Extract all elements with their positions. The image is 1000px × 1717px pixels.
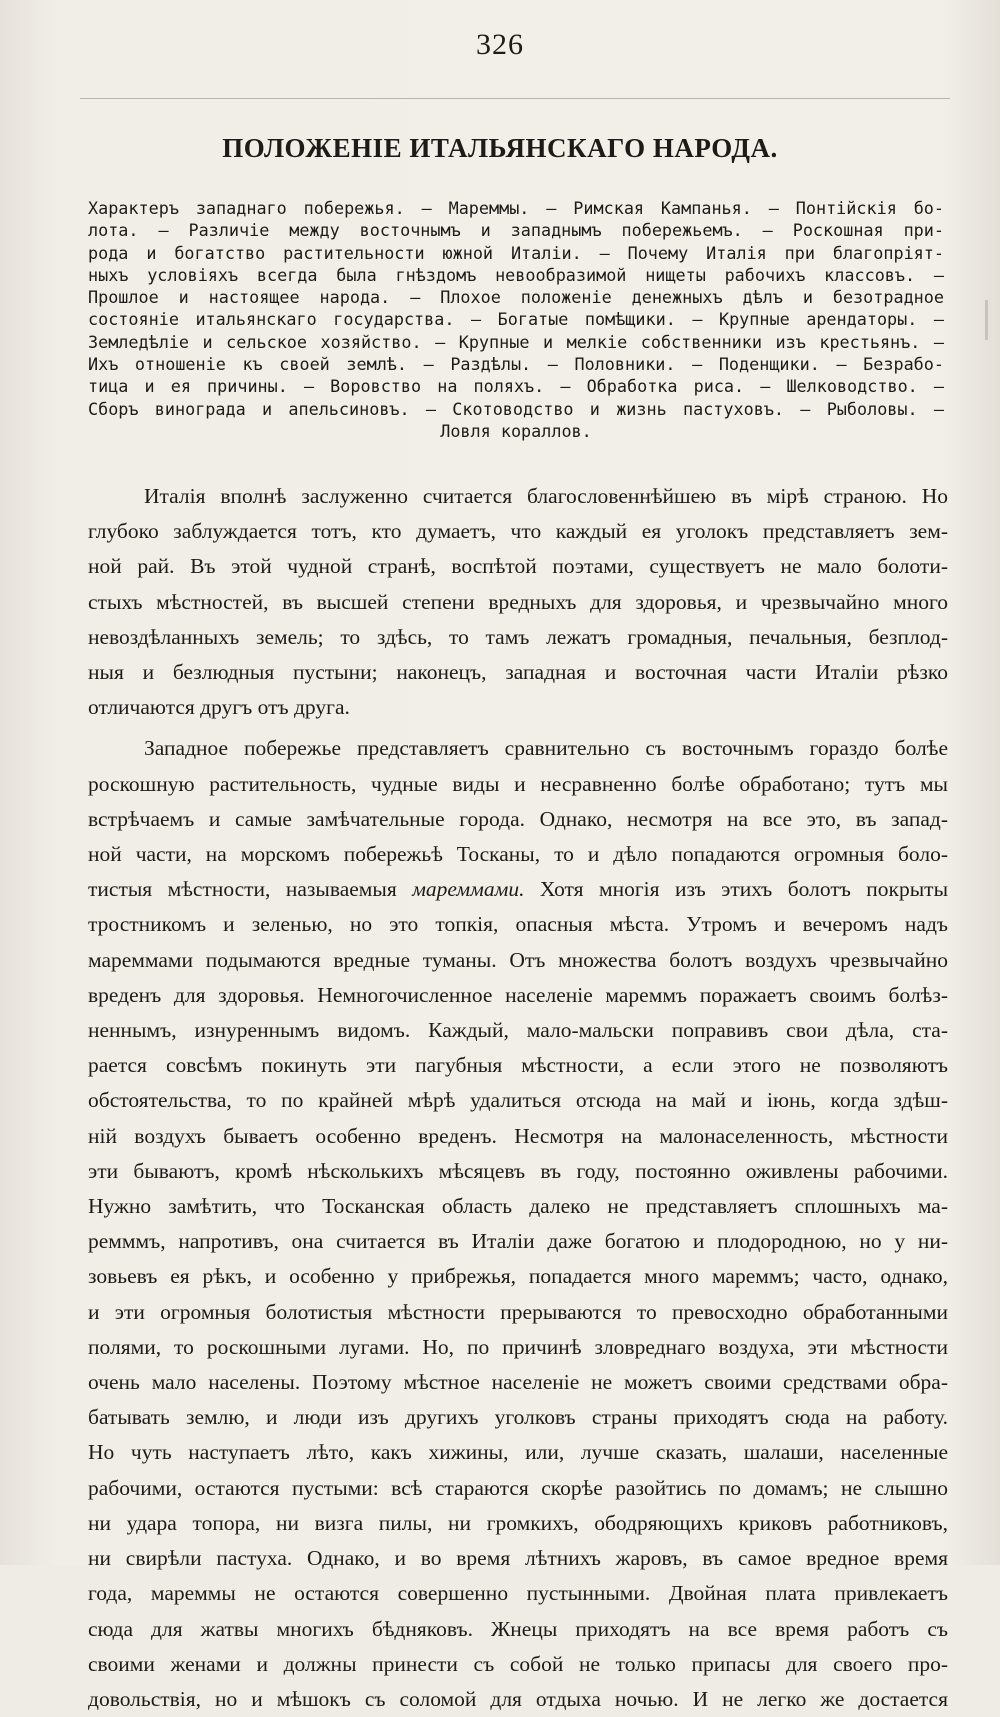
summary-line: Характеръ западнаго побережья. — Мареммы. — Римская Кампанья. — Понтійскія бо-	[88, 198, 944, 218]
summary-line: Ихъ отношеніе къ своей землѣ. — Раздѣлы. — Половники. — Поденщики. — Безрабо-	[88, 354, 944, 375]
summary-line: Ловля кораллов.	[440, 420, 592, 441]
article-title: ПОЛОЖЕНІЕ ИТАЛЬЯНСКАГО НАРОДА.	[222, 133, 778, 163]
text-line: мареммами подымаются вредные туманы. Отъ множества болотъ воздухъ чрезвычайно	[88, 947, 948, 972]
text-line: отличаются другъ отъ друга.	[88, 695, 350, 720]
text-line: эти бываютъ, кромѣ нѣсколькихъ мѣсяцевъ въ году, постоянно оживлены рабочими.	[88, 1158, 948, 1183]
summary-line: Прошлое и настоящее народа. — Плохое положеніе денежныхъ дѣлъ и безотрадное	[88, 287, 944, 308]
text-line: невоздѣланныхъ земель; то здѣсь, то тамъ лежатъ громадныя, печальныя, безплод-	[88, 624, 948, 649]
text-line: ной рай. Въ этой чудной странѣ, воспѣтой поэтами, существуетъ не мало болоти-	[88, 554, 948, 579]
text-line-with-emphasis	[88, 872, 948, 907]
summary-line: Земледѣліе и сельское хозяйство. — Крупные и мелкіе собственники изъ крестьянъ. —	[88, 331, 944, 352]
text-line: сюда для жатвы многихъ бѣдняковъ. Жнецы приходятъ на все время работъ съ	[88, 1616, 948, 1641]
text-line: и эти огромныя болотистыя мѣстности прерываются то превосходно обработанными	[88, 1299, 948, 1324]
page-number: 326	[476, 28, 524, 61]
summary-line: Сборъ винограда и апельсиновъ. — Скотоводство и жизнь пастуховъ. — Рыболовы. —	[88, 398, 944, 419]
text-line: неннымъ, изнуреннымъ видомъ. Каждый, мало-мальски поправивъ свои дѣла, ста-	[88, 1018, 948, 1043]
text-line: глубоко заблуждается тотъ, кто думаетъ, что каждый ея уголокъ представляетъ зем-	[88, 519, 948, 544]
body-text	[88, 479, 948, 1717]
paragraph-1	[88, 479, 948, 725]
text-line: ни свирѣли пастуха. Однако, и во время лѣтнихъ жаровъ, въ самое вредное время	[88, 1546, 948, 1571]
text-line: года, мареммы не остаются совершенно пустынными. Двойная плата привлекаетъ	[88, 1581, 948, 1606]
text-fragment: Хотя многія изъ этихъ болотъ покрыты	[539, 877, 948, 902]
text-line: ремммъ, напротивъ, она считается въ Италіи даже богатою и плодородною, но у ни-	[88, 1229, 948, 1254]
paragraph-2	[88, 731, 948, 1717]
summary-line: рода и богатство растительности южной Италіи. — Почему Италія при благопріят-	[88, 242, 944, 263]
header-rule	[80, 98, 950, 99]
text-line: рается совсѣмъ покинуть эти пагубныя мѣстности, а если этого не позволяютъ	[88, 1053, 948, 1078]
text-line: Но чуть наступаетъ лѣто, какъ хижины, или, лучше сказать, шалаши, населенные	[88, 1440, 948, 1465]
text-line: ныя и безлюдныя пустыни; наконецъ, западная и восточная части Италіи рѣзко	[88, 660, 948, 685]
text-line: рабочими, остаются пустыми: всѣ стараются скорѣе разойтись по домамъ; не слышно	[88, 1475, 948, 1500]
text-line: стыхъ мѣстностей, въ высшей степени вредныхъ для здоровья, и чрезвычайно много	[88, 589, 948, 614]
summary-line: лота. — Различіе между восточнымъ и западнымъ побережьемъ. — Роскошная при-	[88, 220, 944, 241]
text-line: встрѣчаемъ и самые замѣчательные города. Однако, несмотря на все это, въ запад-	[88, 806, 948, 831]
text-line: ной части, на морскомъ побережьѣ Тосканы, то и дѣло попадаются огромныя боло-	[88, 842, 948, 867]
text-line: вреденъ для здоровья. Немногочисленное населеніе мареммъ поражаетъ своимъ болѣз-	[88, 982, 948, 1007]
text-line: очень мало населены. Поэтому мѣстное населеніе не можетъ своими средствами обра-	[88, 1370, 948, 1395]
text-line: тростникомъ и зеленью, но это топкія, опасныя мѣста. Утромъ и вечеромъ надъ	[88, 912, 948, 937]
text-line: Западное побережье представляетъ сравнительно съ восточнымъ гораздо болѣе	[144, 736, 948, 761]
text-line: довольствія, но и мѣшокъ съ соломой для отдыха ночью. И не легко же достается	[88, 1686, 948, 1711]
emphasized-term: мареммами.	[412, 877, 525, 902]
text-line: ній воздухъ бываетъ особенно вреденъ. Несмотря на малонаселенность, мѣстности	[88, 1123, 948, 1148]
chapter-summary	[88, 197, 944, 442]
text-line: Италія вполнѣ заслуженно считается благословеннѣйшею въ мірѣ страною. Но	[144, 484, 948, 508]
text-line: Нужно замѣтить, что Тосканская область далеко не представляетъ сплошныхъ ма-	[88, 1194, 948, 1219]
text-line: батывать землю, и люди изъ другихъ уголковъ страны приходятъ сюда на работу.	[88, 1405, 948, 1430]
text-line: своими женами и должны принести съ собой не только припасы для своего про-	[88, 1651, 948, 1676]
text-fragment: тистыя мѣстности, называемыя	[88, 877, 397, 902]
text-line: полями, то роскошными лугами. Но, по причинѣ зловреднаго воздуха, эти мѣстности	[88, 1334, 948, 1359]
text-line: обстоятельства, то по крайней мѣрѣ удалиться отсюда на май и іюнь, когда здѣш-	[88, 1088, 948, 1113]
text-line: ни удара топора, ни визга пилы, ни громкихъ, ободряющихъ криковъ работниковъ,	[88, 1510, 948, 1535]
summary-line: тица и ея причины. — Воровство на поляхъ. — Обработка риса. — Шелководство. —	[88, 376, 944, 397]
summary-line: ныхъ условіяхъ всегда была гнѣздомъ невообразимой нищеты рабочихъ классовъ. —	[88, 264, 944, 285]
margin-mark	[985, 300, 988, 340]
summary-line: состояніе итальянскаго государства. — Богатые помѣщики. — Крупные арендаторы. —	[88, 309, 944, 330]
text-line: зовьевъ ея рѣкъ, и особенно у прибрежья, попадается много мареммъ; часто, однако,	[88, 1264, 948, 1289]
text-line: роскошную растительность, чудные виды и несравненно болѣе обработано; тутъ мы	[88, 771, 948, 796]
